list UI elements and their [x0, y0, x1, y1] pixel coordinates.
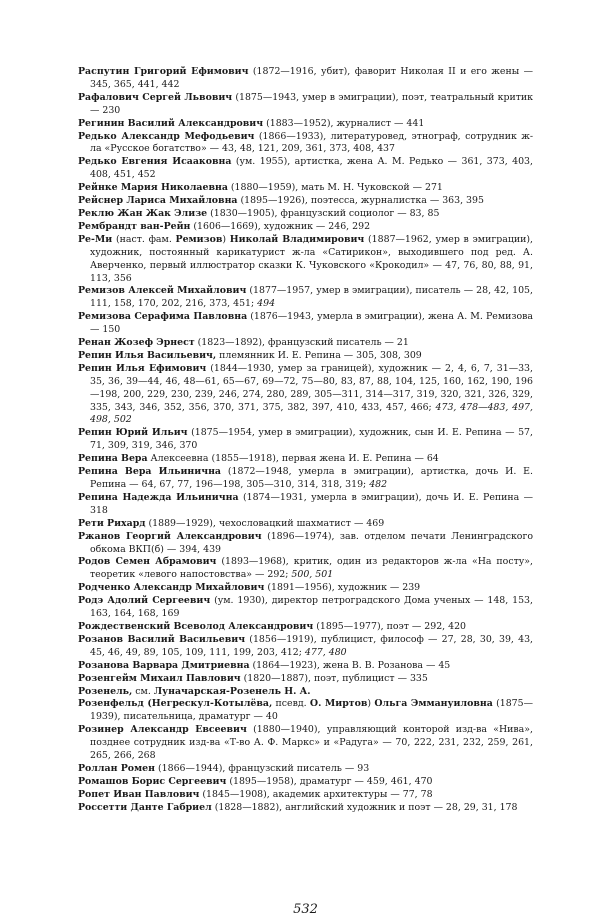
entry-text: (1872—1948, умерла в эмиграции), артистка, дочь И. Е. Репина — 64, 67, 77, 196—198, 305—310, 314, 318, 319; — [90, 466, 533, 490]
entry-name: Николай Владимирович — [229, 233, 365, 245]
entry-text: (ум. 1955), артистка, жена А. М. Редько — 361, 373, 403, 408, 451, 452 — [90, 156, 533, 181]
index-entry — [78, 92, 533, 118]
entry-text: (1887—1962, умер в эмиграции), художник, постоянный карикатурист ж-ла «Сатирикон», выходившего под ред. А. Аверченко, первый иллюстратор сказки К. Чуковского «Крокодил» — 47, 76, 80, 88, 91, 113, 356 — [90, 233, 533, 284]
index-entry — [78, 337, 533, 350]
entry-text: (1877—1957, умер в эмиграции), писатель — 28, 42, 105, 111, 158, 170, 202, 216, 373, 451; — [90, 285, 534, 310]
index-entry — [78, 221, 533, 234]
index-entry — [78, 621, 533, 634]
entry-name: О. Миртов — [309, 698, 368, 710]
entry-name: Рембрандт ван-Рейн — [78, 220, 191, 232]
entry-text: (ум. 1930), директор петроградского Дома ученых — 148, 153, 163, 164, 168, 169 — [90, 595, 533, 620]
index-entry — [78, 285, 533, 311]
entry-name: Россетти Данте Габриел — [78, 801, 212, 813]
entry-text: см. — [132, 685, 154, 697]
entry-text: ) — [367, 698, 375, 710]
entry-name: Родэ Адолий Сергеевич — [78, 595, 211, 607]
entry-text: (1880—1959), мать М. Н. Чуковской — 271 — [227, 182, 443, 194]
index-entry — [78, 789, 533, 802]
entry-name: Регинин Василий Александрович — [78, 117, 264, 129]
entry-text: (1830—1905), французский социолог — 83, 85 — [207, 207, 440, 219]
entry-name: Репин Юрий Ильич — [78, 427, 188, 439]
index-entry — [78, 466, 533, 492]
entry-text: (1875—1954, умер в эмиграции), художник, сын И. Е. Репина — 57, 71, 309, 319, 346, 370 — [90, 427, 533, 452]
entry-name: Ромашов Борис Сергеевич — [78, 775, 227, 787]
entry-text: (1845—1908), академик архитектуры — 77, 78 — [199, 788, 433, 800]
entry-text: племянник И. Е. Репина — 305, 308, 309 — [216, 349, 422, 361]
entry-text: (1895—1958), драматург — 459, 461, 470 — [226, 775, 433, 787]
entry-note-pages: 494 — [257, 298, 276, 310]
entry-name: Рейснер Лариса Михайловна — [78, 195, 238, 207]
entry-name: Ренан Жозеф Эрнест — [78, 337, 195, 349]
entry-name: Розинер Александр Евсеевич — [78, 724, 247, 736]
entry-text: (1828—1882), английский художник и поэт — 28, 29, 31, 178 — [211, 801, 518, 813]
index-entry — [78, 234, 533, 286]
index-entry — [78, 118, 533, 131]
entry-name: Ремизова Серафима Павловна — [78, 311, 248, 323]
entry-name: Рождественский Всеволод Александрович — [78, 620, 314, 632]
page-number: 532 — [293, 902, 318, 917]
index-entry — [78, 427, 533, 453]
index-entry — [78, 156, 533, 182]
entry-name: Розенгейм Михаил Павлович — [78, 672, 241, 684]
entry-text: (1866—1933), литературовед, этнограф, сотрудник ж-ла «Русское богатство» — 43, 48, 121, 209, 361, 373, 408, 437 — [90, 130, 534, 155]
entry-note-pages: 473, 478—483, 497, 498, 502 — [90, 401, 533, 426]
entry-name: Ржанов Георгий Александрович — [78, 530, 262, 542]
entry-name: Розенфельд (Негрескул-Котылёва, — [78, 698, 273, 710]
entry-name: Редько Александр Мефодьевич — [78, 130, 255, 142]
entry-text: (1875—1943, умер в эмиграции), поэт, театральный критик — 230 — [90, 91, 533, 116]
index-entry — [78, 182, 533, 195]
entry-note-pages: 477, 480 — [304, 646, 347, 658]
index-entry — [78, 556, 533, 582]
index-entry — [78, 492, 533, 518]
entry-text: (1896—1974), зав. отделом печати Ленинградского обкома ВКП(б) — 394, 439 — [90, 530, 533, 555]
entry-text: (наст. фам. — [112, 233, 176, 245]
index-entry — [78, 660, 533, 673]
index-entry — [78, 582, 533, 595]
index-entry — [78, 311, 533, 337]
index-entry — [78, 673, 533, 686]
entry-text: (1864—1923), жена В. В. Розанова — 45 — [249, 659, 451, 671]
entry-text: (1606—1669), художник — 246, 292 — [190, 220, 371, 232]
entry-name: Луначарская-Розенель Н. А. — [153, 685, 311, 697]
index-entry — [78, 66, 533, 92]
entry-name: Реклю Жан Жак Элизе — [78, 207, 208, 219]
entry-text: (1895—1977), поэт — 292, 420 — [313, 620, 467, 632]
entry-text: (1889—1929), чехословацкий шахматист — 469 — [145, 517, 385, 529]
name-index — [78, 66, 533, 815]
entry-name: Редько Евгения Исааковна — [78, 156, 232, 168]
entry-name: Роллан Ромен — [78, 762, 155, 774]
entry-name: Розенель, — [78, 685, 133, 697]
index-entry — [78, 363, 533, 428]
entry-text: (1844—1930, умер за границей), художник — 2, 4, 6, 7, 31—33, 35, 36, 39—44, 46, 48—61, 65—67, 69—72, 75—80, 83, 87, 88, 104, 125, 160, 162, 190, 196—198, 200, 229, 230, 239, 246, 274, 280, 289, 305—311, 314—317, 319, 320, 321, 326, 329, 335, 343, 346, 352, 356, 370, 371, 375, 382, 397, 410, 433, 457, 466; — [90, 362, 533, 413]
entry-name: Рети Рихард — [78, 517, 146, 529]
entry-text: (1893—1968), критик, один из редакторов ж-ла «На посту», теоретик «левого напостовства» — 292; — [90, 556, 533, 581]
index-entry — [78, 453, 533, 466]
entry-name: Розанова Варвара Дмитриевна — [78, 659, 250, 671]
entry-name: Репин Илья Васильевич, — [78, 349, 217, 361]
entry-text: Алексеевна (1855—1918), первая жена И. Е. Репина — 64 — [147, 453, 439, 465]
entry-text: (1872—1916, убит), фаворит Николая II и его жены — 345, 365, 441, 442 — [90, 66, 533, 90]
entry-text: (1874—1931, умерла в эмиграции), дочь И. Е. Репина — 318 — [90, 491, 533, 516]
index-entry — [78, 776, 533, 789]
entry-name: Репина Вера Ильинична — [78, 466, 222, 478]
entry-text: (1883—1952), журналист — 441 — [263, 117, 425, 129]
entry-text: (1875—1939), писательница, драматург — 40 — [90, 698, 533, 723]
index-entry — [78, 531, 533, 557]
entry-text: ) — [222, 233, 230, 245]
entry-name: Ре-Ми — [78, 233, 113, 245]
entry-name: Рафалович Сергей Львович — [78, 91, 233, 103]
entry-text: (1895—1926), поэтесса, журналистка — 363, 395 — [237, 195, 484, 207]
entry-name: Родченко Александр Михайлович — [78, 582, 265, 594]
entry-text: (1820—1887), поэт, публицист — 335 — [240, 672, 428, 684]
index-entry — [78, 724, 533, 763]
entry-text: (1876—1943, умерла в эмиграции), жена А. М. Ремизова — 150 — [90, 311, 533, 336]
entry-text: (1880—1940), управляющий конторой изд-ва «Нива», позднее сотрудник изд-ва «Т-во А. Ф. Маркс» и «Радуга» — 70, 222, 231, 232, 259, 261, 265, 266, 268 — [90, 724, 533, 762]
entry-name: Репина Надежда Ильинична — [78, 491, 239, 503]
index-entry — [78, 686, 533, 699]
entry-name: Родов Семен Абрамович — [78, 556, 217, 568]
index-entry — [78, 195, 533, 208]
entry-name: Распутин Григорий Ефимович — [78, 66, 249, 77]
index-entry — [78, 208, 533, 221]
index-entry — [78, 698, 533, 724]
entry-name: Ольга Эммануиловна — [374, 698, 493, 710]
index-page — [78, 66, 534, 917]
entry-text: (1856—1919), публицист, философ — 27, 28, 30, 39, 43, 45, 46, 49, 89, 105, 109, 111, 199, 203, 412; — [90, 633, 534, 658]
index-entry — [78, 763, 533, 776]
index-entry — [78, 350, 533, 363]
index-entry — [78, 802, 533, 815]
entry-name: Репин Илья Ефимович — [78, 362, 207, 374]
index-entry — [78, 518, 533, 531]
entry-note-pages: 500, 501 — [291, 569, 334, 581]
entry-name: Рейнке Мария Николаевна — [78, 182, 228, 194]
entry-name: Репина Вера — [78, 453, 148, 465]
entry-note-pages: 482 — [369, 479, 388, 490]
entry-text: (1866—1944), французский писатель — 93 — [155, 762, 370, 774]
index-entry — [78, 595, 533, 621]
entry-name: Ропет Иван Павлович — [78, 788, 200, 800]
entry-name: Розанов Василий Васильевич — [78, 633, 246, 645]
entry-text: псевд. — [272, 698, 310, 710]
entry-text: (1823—1892), французский писатель — 21 — [194, 337, 409, 349]
entry-text: (1891—1956), художник — 239 — [264, 582, 421, 594]
entry-name: Ремизов Алексей Михайлович — [78, 285, 247, 297]
index-entry — [78, 131, 533, 157]
index-entry — [78, 634, 533, 660]
entry-name: Ремизов — [175, 233, 223, 245]
